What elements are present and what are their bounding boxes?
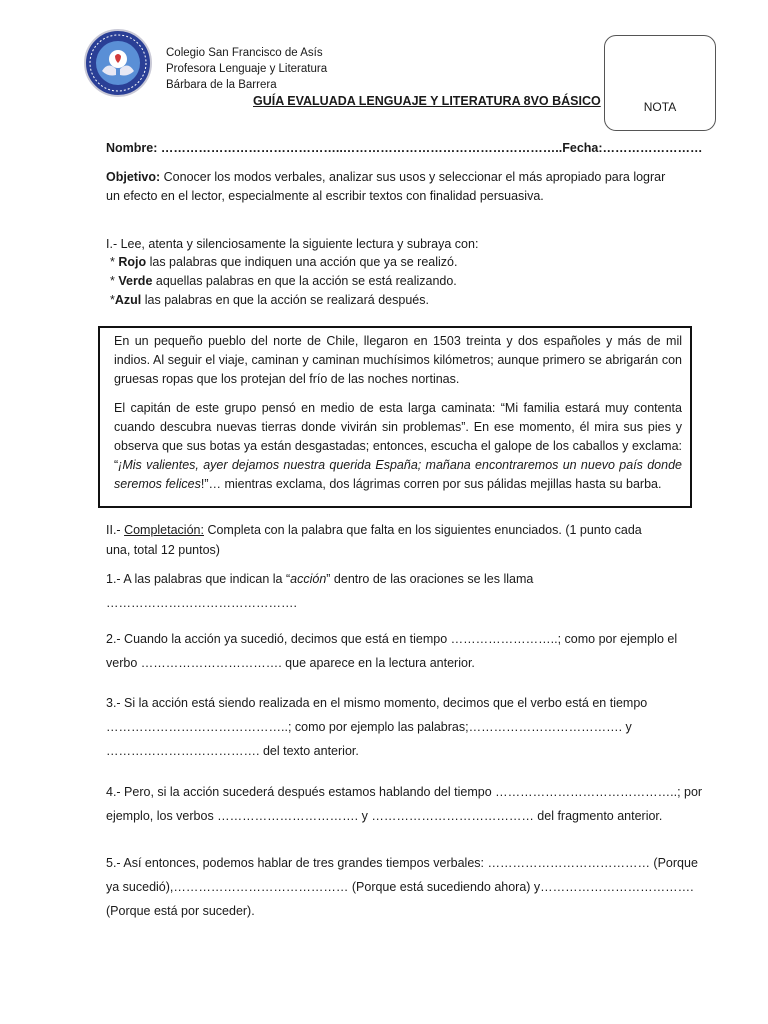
bullet-blue-marker: * bbox=[110, 293, 115, 307]
bullet-green-text: aquellas palabras en que la acción se está realizando. bbox=[152, 274, 457, 288]
passage-p2-end: !”… mientras exclama, dos lágrimas corren por sus pálidas mejillas hasta su barba. bbox=[200, 477, 662, 491]
section2-label: Completación: bbox=[124, 523, 204, 537]
school-info bbox=[166, 45, 327, 93]
question-3-line3[interactable]: ………………………………. del texto anterior. bbox=[106, 744, 359, 758]
bullet-green-color: Verde bbox=[118, 274, 153, 288]
q1-text-a: 1.- A las palabras que indican la “ bbox=[106, 572, 291, 586]
section2-prefix: II.- bbox=[106, 523, 125, 537]
question-1-blank[interactable]: ………………………………………. bbox=[106, 596, 297, 610]
question-5-line3: (Porque está por suceder). bbox=[106, 904, 255, 918]
q1-text-b: ” dentro de las oraciones se les llama bbox=[326, 572, 534, 586]
bullet-blue-color: Azul bbox=[114, 293, 142, 307]
reading-passage bbox=[98, 326, 692, 508]
bullet-green bbox=[110, 271, 457, 291]
question-2-line1[interactable]: 2.- Cuando la acción ya sucedió, decimos que está en tiempo ……………………..; como por ejemplo el bbox=[106, 632, 678, 646]
name-date-line: Nombre: ……………………………………..……………………………………………..Fecha:…………………… bbox=[106, 141, 703, 155]
question-4-line1[interactable]: 4.- Pero, si la acción sucederá después estamos hablando del tiempo ……………………………………..; por bbox=[106, 785, 703, 799]
q1-italic-word: acción bbox=[290, 572, 327, 586]
section2-points: una, total 12 puntos) bbox=[106, 543, 220, 557]
passage-paragraph-1: En un pequeño pueblo del norte de Chile, llegaron en 1503 treinta y dos españoles y más de mil indios. Al seguir el viaje, caminan y caminan muchísimos kilómetros; aunque primero se abrigarán con gruesas ropas que los protejan del frío de las noches nortinas. bbox=[114, 334, 682, 386]
bullet-blue bbox=[110, 290, 429, 310]
bullet-red-text: las palabras que indiquen una acción que ya se realizó. bbox=[146, 255, 458, 269]
passage-paragraph-2 bbox=[114, 399, 682, 494]
school-logo bbox=[84, 29, 152, 97]
objective-label: Objetivo: bbox=[106, 170, 161, 184]
school-crest-icon bbox=[86, 31, 150, 95]
bullet-red-color: Rojo bbox=[118, 255, 147, 269]
grade-label: NOTA bbox=[643, 100, 677, 114]
question-5-line1[interactable]: 5.- Así entonces, podemos hablar de tres grandes tiempos verbales: ………………………………… (Porque bbox=[106, 856, 698, 870]
bullet-red bbox=[110, 252, 457, 272]
objective-text: Conocer los modos verbales, analizar sus usos y seleccionar el más apropiado para lograr bbox=[160, 170, 666, 184]
question-5-line2[interactable]: ya sucedió),…………………………………… (Porque está sucediendo ahora) y………………………………. bbox=[106, 880, 694, 894]
guide-title: GUÍA EVALUADA LENGUAJE Y LITERATURA 8VO BÁSICO bbox=[253, 94, 601, 108]
bullet-green-marker: * bbox=[110, 274, 119, 288]
section2-text: Completa con la palabra que falta en los siguientes enunciados. (1 punto cada bbox=[203, 523, 642, 537]
passage-p2-start: El capitán de este grupo pensó en medio de esta larga caminata: “Mi familia estará muy contenta cuando descubra nuevas tierras donde vivirán sin problemas”. En ese momento, él mira sus pies y observa que sus botas ya están desgastadas; entonces, escucha el galope de los caballos y exclama: “ bbox=[114, 401, 682, 472]
question-1-line1 bbox=[106, 569, 533, 589]
teacher-name: Bárbara de la Barrera bbox=[166, 79, 277, 91]
question-3-line2[interactable]: ……………………………………..; como por ejemplo las palabras;………………………………. y bbox=[106, 720, 632, 734]
passage-quote: ¡Mis valientes, ayer dejamos nuestra querida España; mañana encontraremos un nuevo país donde seremos felices bbox=[114, 458, 682, 491]
school-name: Colegio San Francisco de Asís bbox=[166, 47, 323, 59]
objective-line1 bbox=[106, 167, 665, 187]
question-3-line1: 3.- Si la acción está siendo realizada en el mismo momento, decimos que el verbo está en tiempo bbox=[106, 696, 648, 710]
bullet-red-marker: * bbox=[110, 255, 119, 269]
teacher-subject: Profesora Lenguaje y Literatura bbox=[166, 63, 328, 75]
objective-line2: un efecto en el lector, especialmente al escribir textos con finalidad persuasiva. bbox=[106, 189, 544, 203]
question-2-line2[interactable]: verbo ……………………………. que aparece en la lectura anterior. bbox=[106, 656, 475, 670]
grade-box bbox=[604, 35, 716, 131]
question-4-line2[interactable]: ejemplo, los verbos ……………………………. y ………………………………… del fragmento anterior. bbox=[106, 809, 663, 823]
section1-instruction: I.- Lee, atenta y silenciosamente la siguiente lectura y subraya con: bbox=[106, 237, 479, 251]
bullet-blue-text: las palabras en que la acción se realizará después. bbox=[141, 293, 429, 307]
section2-header bbox=[106, 520, 642, 540]
